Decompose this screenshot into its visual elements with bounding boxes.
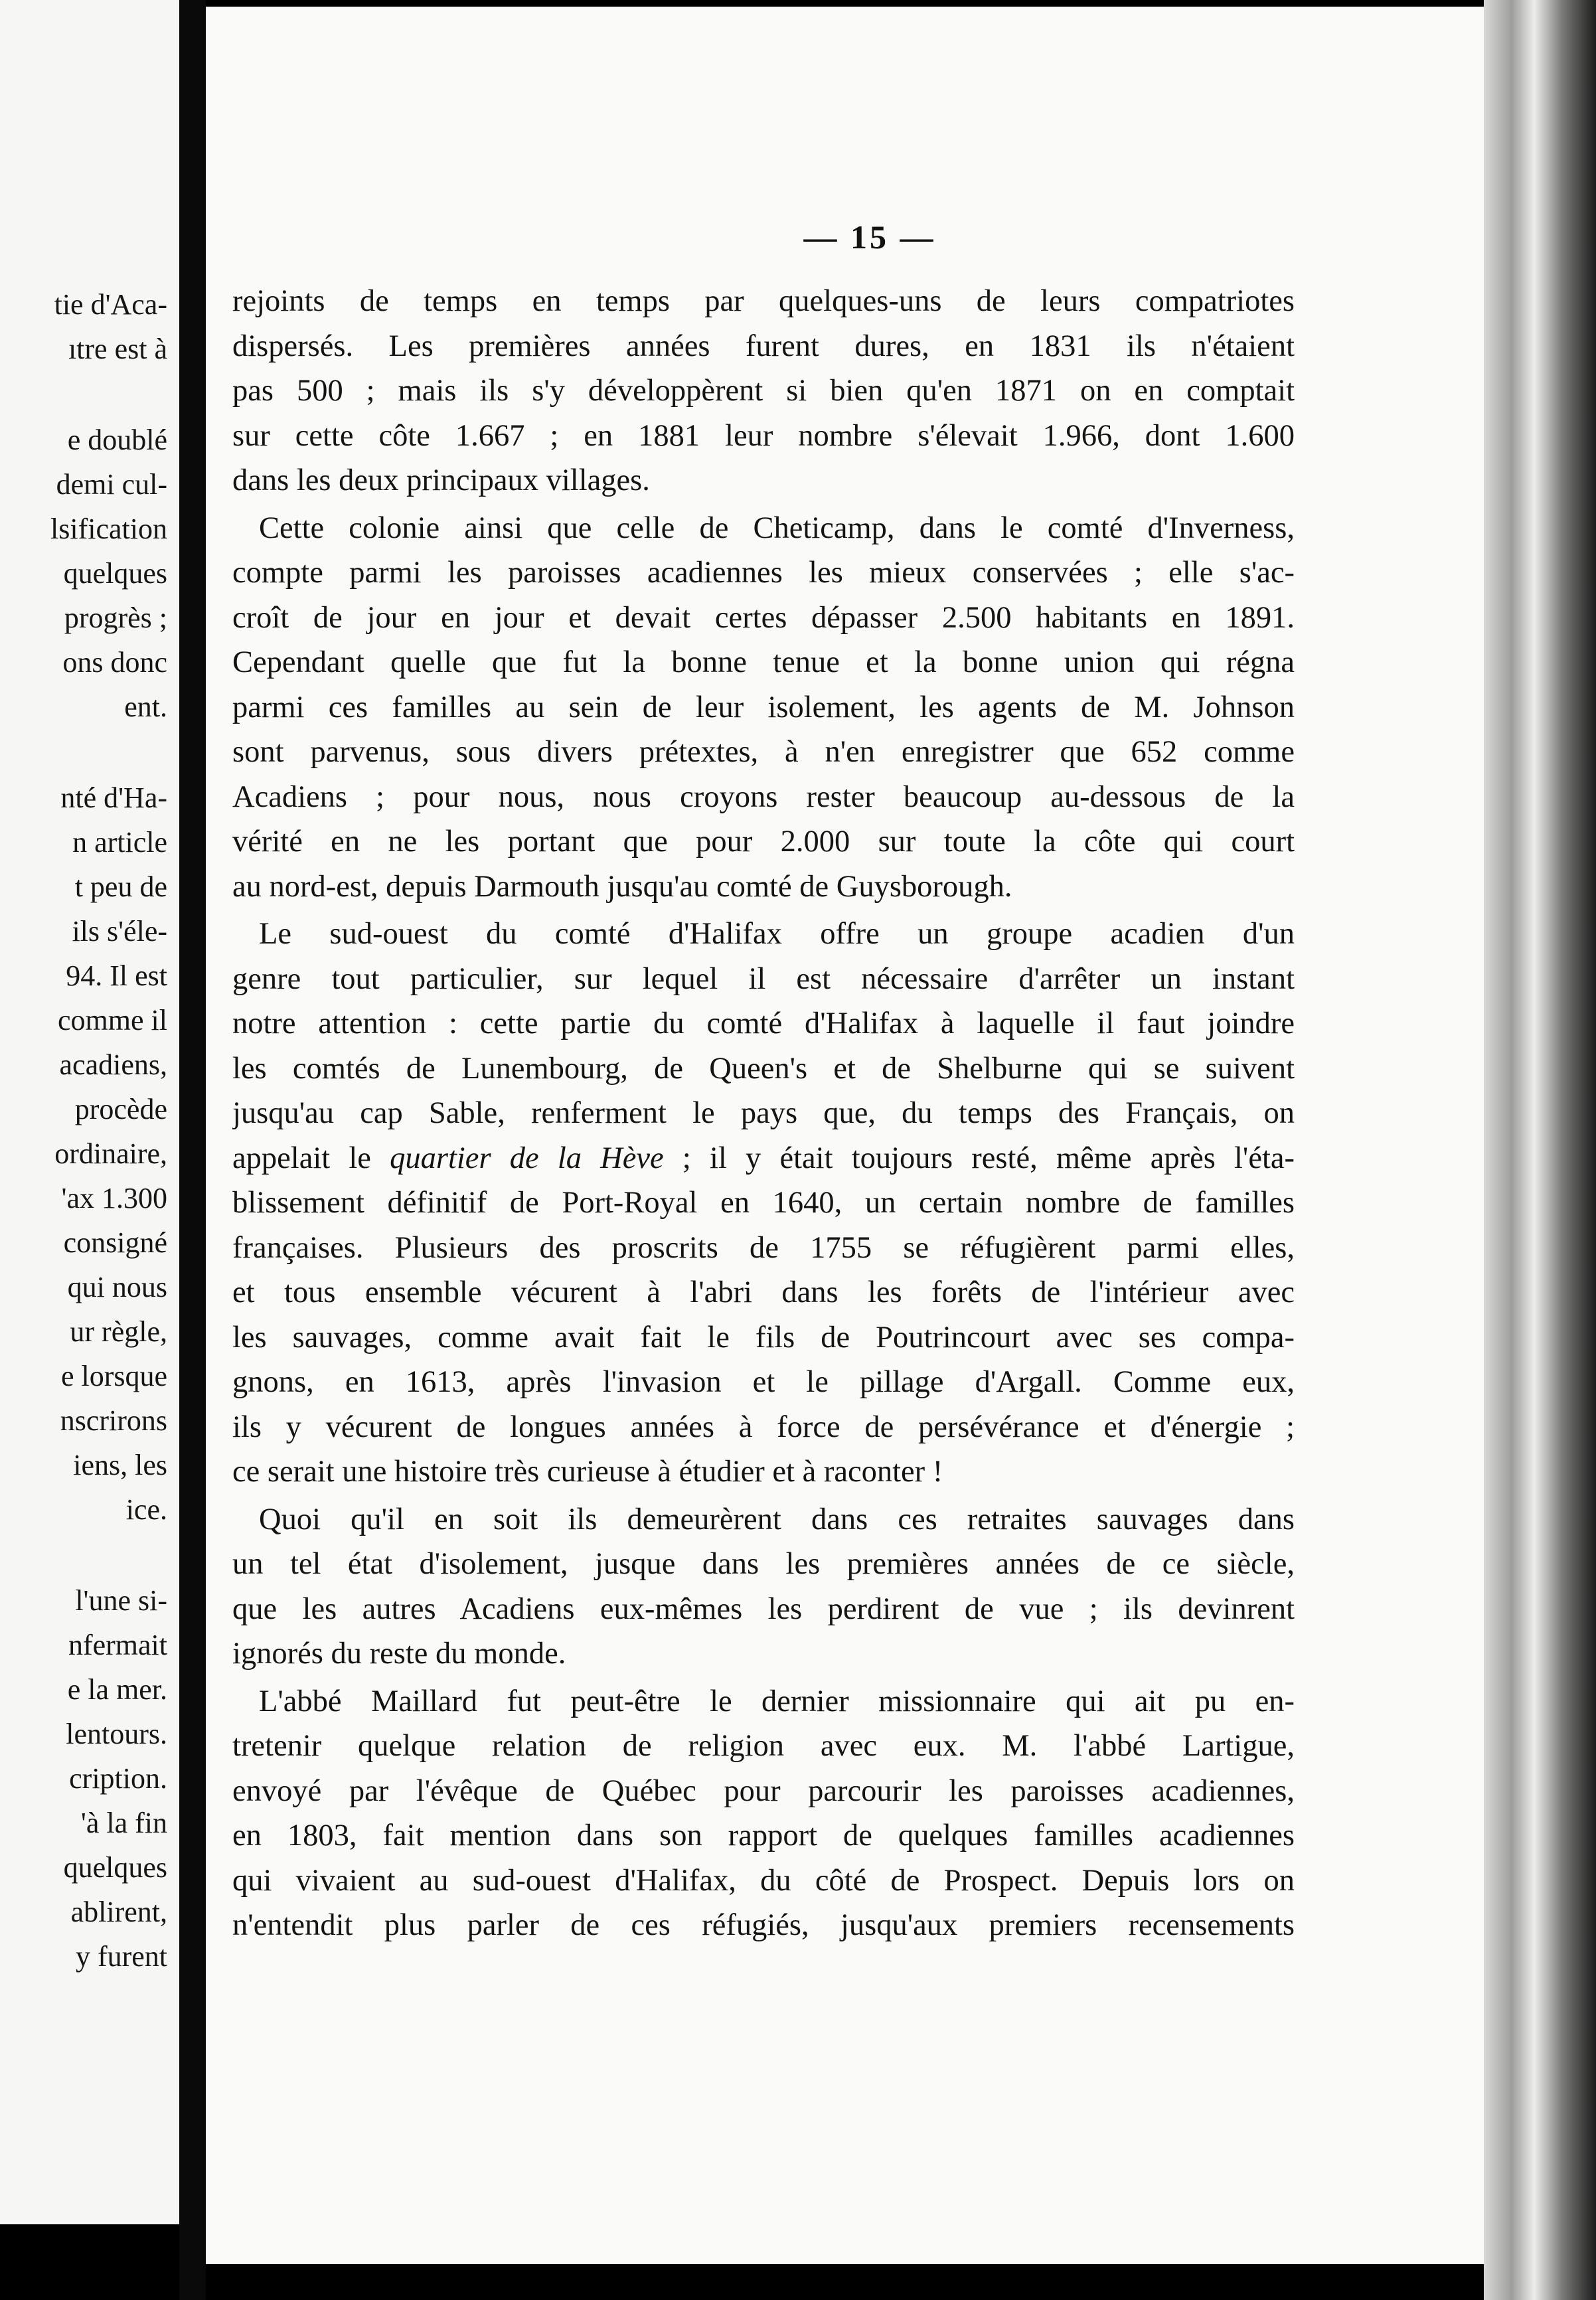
text-line: et tous ensemble vécurent à l'abri dans les forêts de l'intérieur avec: [232, 1275, 1295, 1309]
text-line: tretenir quelque relation de religion avec eux. M. l'abbé Lartigue,: [232, 1729, 1295, 1763]
text-line: ce serait une histoire très curieuse à étudier et à raconter !: [232, 1455, 943, 1489]
facing-page-line: qui nous: [67, 1271, 167, 1303]
text-line: sur cette côte 1.667 ; en 1881 leur nombre s'élevait 1.966, dont 1.600: [232, 418, 1295, 453]
text-line: que les autres Acadiens eux-mêmes les perdirent de vue ; ils devinrent: [232, 1592, 1295, 1626]
text-run: appelait le: [232, 1141, 390, 1175]
text-line: en 1803, fait mention dans son rapport de quelques familles acadiennes: [232, 1819, 1295, 1852]
paragraph: [232, 1497, 1295, 1677]
text-line: dispersés. Les premières années furent dures, en 1831 ils n'étaient: [232, 329, 1295, 363]
facing-page-line: ils s'éle-: [72, 915, 167, 947]
facing-page-line: lsification: [50, 513, 167, 545]
facing-page-line: 'ax 1.300: [61, 1182, 167, 1214]
text-line: jusqu'au cap Sable, renferment le pays que, du temps des Français, on: [232, 1096, 1295, 1130]
text-line: qui vivaient au sud-ouest d'Halifax, du côté de Prospect. Depuis lors on: [232, 1863, 1295, 1898]
paragraph: [232, 1679, 1295, 1948]
facing-page-line: n article: [72, 826, 167, 859]
facing-page-line: acadiens,: [59, 1048, 167, 1081]
text-line: notre attention : cette partie du comté d'Halifax à laquelle il faut joindre: [232, 1007, 1295, 1040]
paragraph: [232, 506, 1295, 910]
text-line: françaises. Plusieurs des proscrits de 1755 se réfugièrent parmi elles,: [232, 1230, 1295, 1265]
paragraph-gap: [0, 371, 173, 418]
facing-page-line: ablirent,: [70, 1896, 167, 1928]
text-line: croît de jour en jour et devait certes dépasser 2.500 habitants en 1891.: [232, 600, 1295, 635]
book-page: [206, 7, 1534, 2264]
text-line: pas 500 ; mais ils s'y développèrent si bien qu'en 1871 on en comptait: [232, 374, 1295, 408]
book-gutter: [179, 0, 206, 2300]
text-line: n'entendit plus parler de ces réfugiés, jusqu'aux premiers recensements: [232, 1908, 1295, 1942]
facing-page-line: 94. Il est: [66, 959, 167, 992]
facing-page-line: nfermait: [68, 1629, 167, 1661]
text-line: genre tout particulier, sur lequel il est nécessaire d'arrêter un instant: [232, 961, 1295, 996]
text-line: dans les deux principaux villages.: [232, 463, 650, 497]
italic-place-name: quartier de la Hève: [390, 1141, 664, 1175]
facing-page-line: progrès ;: [64, 602, 167, 634]
paragraph-gap: [0, 1532, 173, 1578]
facing-page-line: ent.: [124, 691, 167, 723]
facing-page-line: e la mer.: [67, 1673, 167, 1706]
text-line: rejoints de temps en temps par quelques-uns de leurs compatriotes: [232, 284, 1295, 318]
text-line: Cette colonie ainsi que celle de Cheticamp, dans le comté d'Inverness,: [259, 511, 1295, 545]
facing-page-line: nscrirons: [60, 1404, 167, 1437]
text-line: parmi ces familles au sein de leur isolement, les agents de M. Johnson: [232, 690, 1295, 724]
facing-page-line: lentours.: [66, 1718, 167, 1750]
text-line: Acadiens ; pour nous, nous croyons rester beaucoup au-dessous de la: [232, 780, 1295, 814]
facing-page-line: l'une si-: [75, 1584, 167, 1617]
text-run: ; il y était toujours resté, même après l'éta-: [663, 1141, 1295, 1175]
facing-page-line: cription.: [69, 1762, 167, 1795]
text-line: Quoi qu'il en soit ils demeurèrent dans ces retraites sauvages dans: [259, 1502, 1295, 1536]
facing-page-line: ice.: [125, 1493, 167, 1526]
facing-page-line: e lorsque: [60, 1360, 167, 1392]
page-edge-stack: [1484, 0, 1596, 2300]
text-line: un tel état d'isolement, jusque dans les premières années de ce siècle,: [232, 1547, 1295, 1581]
facing-page-line: 'à la fin: [80, 1807, 167, 1839]
text-line: Cependant quelle que fut la bonne tenue et la bonne union qui régna: [232, 645, 1295, 679]
facing-page-line: quelques: [63, 1851, 167, 1884]
facing-page-line: ordinaire,: [54, 1137, 167, 1170]
text-line-with-italic: [232, 1136, 1295, 1181]
text-line: au nord-est, depuis Darmouth jusqu'au comté de Guysborough.: [232, 869, 1012, 904]
facing-page-line: demi cul-: [56, 468, 167, 501]
facing-page-line: ons donc: [62, 646, 167, 679]
facing-page-line: e doublé: [67, 424, 167, 456]
facing-page-line: tie d'Aca-: [54, 288, 167, 321]
facing-page-line: procède: [74, 1093, 167, 1125]
text-line: sont parvenus, sous divers prétextes, à n'en enregistrer que 652 comme: [232, 735, 1295, 769]
facing-page-line: iens, les: [73, 1449, 167, 1481]
facing-page-line: t peu de: [74, 870, 167, 903]
facing-page-line: consigné: [63, 1226, 167, 1259]
paragraph: [232, 912, 1295, 1495]
text-line: ils y vécurent de longues années à force de persévérance et d'énergie ;: [232, 1410, 1295, 1444]
text-line: les comtés de Lunembourg, de Queen's et de Shelburne qui se suivent: [232, 1051, 1295, 1086]
page-number: — 15 —: [803, 218, 936, 256]
text-line: vérité en ne les portant que pour 2.000 sur toute la côte qui court: [232, 825, 1295, 859]
facing-page-line: ıtre est à: [68, 333, 167, 365]
facing-page-line: quelques: [63, 557, 167, 590]
paragraph: [232, 279, 1295, 503]
facing-page-line: ur règle,: [70, 1315, 167, 1348]
text-line: Le sud-ouest du comté d'Halifax offre un groupe acadien d'un: [259, 917, 1295, 951]
text-line: blissement définitif de Port-Royal en 1640, un certain nombre de familles: [232, 1186, 1295, 1220]
facing-page-line: y furent: [75, 1940, 167, 1973]
facing-page-text: [0, 282, 173, 1979]
text-line: envoyé par l'évêque de Québec pour parcourir les paroisses acadiennes,: [232, 1773, 1295, 1808]
text-line: L'abbé Maillard fut peut-être le dernier missionnaire qui ait pu en-: [259, 1684, 1295, 1718]
facing-page-line: comme il: [58, 1004, 167, 1036]
text-line: gnons, en 1613, après l'invasion et le pillage d'Argall. Comme eux,: [232, 1365, 1295, 1399]
facing-page-line: nté d'Ha-: [60, 781, 167, 814]
text-line: ignorés du reste du monde.: [232, 1637, 566, 1671]
text-line: les sauvages, comme avait fait le fils de Poutrincourt avec ses compa-: [232, 1320, 1295, 1355]
body-text: [232, 279, 1295, 1948]
text-line: compte parmi les paroisses acadiennes les mieux conservées ; elle s'ac-: [232, 556, 1295, 590]
paragraph-gap: [0, 729, 173, 776]
facing-page-fragment: [0, 0, 179, 2224]
